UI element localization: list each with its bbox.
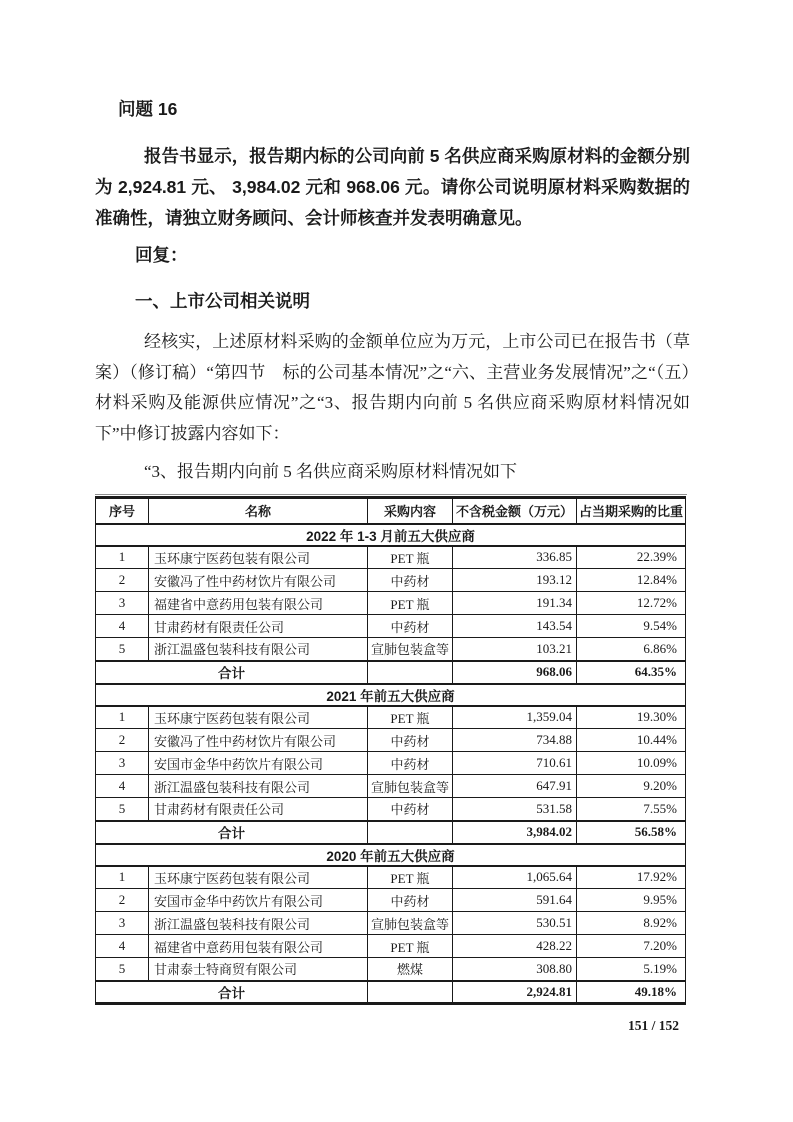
cell-procurement-content: 宣肺包装盒等 (368, 775, 453, 798)
cell-amount: 336.85 (453, 546, 577, 569)
question-title: 问题 16 (118, 99, 178, 119)
supplier-row (96, 912, 686, 935)
cell-no: 2 (96, 569, 149, 592)
header-cell-share: 占当期采购的比重 (577, 498, 686, 524)
cell-share: 19.30% (577, 706, 686, 729)
cell-no: 5 (96, 958, 149, 981)
cell-supplier-name: 玉环康宁医药包装有限公司 (149, 706, 368, 729)
cell-procurement-content: 中药材 (368, 729, 453, 752)
total-amount: 3,984.02 (453, 821, 577, 844)
cell-supplier-name: 玉环康宁医药包装有限公司 (149, 866, 368, 889)
cell-amount: 143.54 (453, 615, 577, 638)
cell-share: 7.55% (577, 798, 686, 821)
cell-amount: 647.91 (453, 775, 577, 798)
table-header-row (96, 498, 686, 524)
total-label: 合计 (96, 981, 368, 1004)
cell-share: 9.95% (577, 889, 686, 912)
supplier-row (96, 889, 686, 912)
header-cell-content: 采购内容 (368, 498, 453, 524)
cell-supplier-name: 浙江温盛包装科技有限公司 (149, 638, 368, 661)
cell-procurement-content: 宣肺包装盒等 (368, 638, 453, 661)
supplier-row (96, 615, 686, 638)
section-heading: 一、上市公司相关说明 (135, 291, 310, 311)
cell-supplier-name: 甘肃泰士特商贸有限公司 (149, 958, 368, 981)
cell-no: 4 (96, 935, 149, 958)
cell-procurement-content: 宣肺包装盒等 (368, 912, 453, 935)
section-title: 2021 年前五大供应商 (96, 684, 686, 706)
total-share: 49.18% (577, 981, 686, 1004)
header-cell-no: 序号 (96, 498, 149, 524)
cell-procurement-content: 中药材 (368, 889, 453, 912)
cell-no: 1 (96, 866, 149, 889)
section-title: 2022 年 1-3 月前五大供应商 (96, 524, 686, 546)
total-content-empty (368, 661, 453, 684)
cell-share: 7.20% (577, 935, 686, 958)
cell-no: 2 (96, 889, 149, 912)
cell-no: 3 (96, 752, 149, 775)
supplier-row (96, 706, 686, 729)
cell-procurement-content: PET 瓶 (368, 546, 453, 569)
cell-procurement-content: PET 瓶 (368, 592, 453, 615)
quoted-table-caption: “3、报告期内向前 5 名供应商采购原材料情况如下 (144, 462, 518, 481)
cell-supplier-name: 安国市金华中药饮片有限公司 (149, 889, 368, 912)
cell-share: 6.86% (577, 638, 686, 661)
total-share: 64.35% (577, 661, 686, 684)
cell-procurement-content: PET 瓶 (368, 935, 453, 958)
cell-share: 9.54% (577, 615, 686, 638)
cell-supplier-name: 浙江温盛包装科技有限公司 (149, 775, 368, 798)
cell-supplier-name: 浙江温盛包装科技有限公司 (149, 912, 368, 935)
cell-amount: 1,065.64 (453, 866, 577, 889)
cell-procurement-content: 中药材 (368, 798, 453, 821)
cell-amount: 591.64 (453, 889, 577, 912)
page-number: 151 / 152 (627, 1018, 679, 1033)
cell-amount: 531.58 (453, 798, 577, 821)
total-row (96, 981, 686, 1004)
cell-amount: 710.61 (453, 752, 577, 775)
explanation-paragraph: 经核实，上述原材料采购的金额单位应为万元，上市公司已在报告书（草案）（修订稿）“第四节 标的公司基本情况”之“六、主营业务发展情况”之“（五）材料采购及能源供应情况”之“3、报告期内向前 5 名供应商采购原材料情况如下”中修订披露内容如下： (95, 332, 690, 443)
cell-procurement-content: PET 瓶 (368, 866, 453, 889)
cell-amount: 193.12 (453, 569, 577, 592)
supplier-row (96, 798, 686, 821)
supplier-row (96, 638, 686, 661)
supplier-row (96, 752, 686, 775)
cell-amount: 428.22 (453, 935, 577, 958)
cell-supplier-name: 安国市金华中药饮片有限公司 (149, 752, 368, 775)
cell-supplier-name: 安徽冯了性中药材饮片有限公司 (149, 729, 368, 752)
cell-supplier-name: 玉环康宁医药包装有限公司 (149, 546, 368, 569)
cell-procurement-content: 燃煤 (368, 958, 453, 981)
cell-amount: 530.51 (453, 912, 577, 935)
total-row (96, 821, 686, 844)
cell-share: 12.72% (577, 592, 686, 615)
suppliers-table-wrap (95, 494, 687, 1005)
cell-amount: 734.88 (453, 729, 577, 752)
section-title-row (96, 684, 686, 706)
supplier-row (96, 958, 686, 981)
cell-share: 10.44% (577, 729, 686, 752)
cell-share: 22.39% (577, 546, 686, 569)
cell-share: 8.92% (577, 912, 686, 935)
supplier-row (96, 935, 686, 958)
cell-share: 5.19% (577, 958, 686, 981)
section-title-row (96, 524, 686, 546)
total-amount: 968.06 (453, 661, 577, 684)
cell-supplier-name: 甘肃药材有限责任公司 (149, 798, 368, 821)
cell-share: 9.20% (577, 775, 686, 798)
cell-supplier-name: 甘肃药材有限责任公司 (149, 615, 368, 638)
cell-procurement-content: PET 瓶 (368, 706, 453, 729)
cell-no: 1 (96, 706, 149, 729)
cell-supplier-name: 福建省中意药用包装有限公司 (149, 935, 368, 958)
cell-share: 12.84% (577, 569, 686, 592)
cell-amount: 1,359.04 (453, 706, 577, 729)
supplier-row (96, 592, 686, 615)
cell-no: 4 (96, 775, 149, 798)
total-content-empty (368, 821, 453, 844)
cell-share: 17.92% (577, 866, 686, 889)
cell-no: 5 (96, 798, 149, 821)
cell-supplier-name: 福建省中意药用包装有限公司 (149, 592, 368, 615)
total-share: 56.58% (577, 821, 686, 844)
cell-amount: 308.80 (453, 958, 577, 981)
cell-no: 3 (96, 592, 149, 615)
total-label: 合计 (96, 821, 368, 844)
cell-share: 10.09% (577, 752, 686, 775)
reply-label: 回复： (135, 245, 188, 265)
total-content-empty (368, 981, 453, 1004)
total-amount: 2,924.81 (453, 981, 577, 1004)
total-row (96, 661, 686, 684)
total-label: 合计 (96, 661, 368, 684)
cell-supplier-name: 安徽冯了性中药材饮片有限公司 (149, 569, 368, 592)
supplier-row (96, 546, 686, 569)
cell-amount: 103.21 (453, 638, 577, 661)
header-cell-name: 名称 (149, 498, 368, 524)
suppliers-table (95, 496, 686, 1005)
header-cell-amount: 不含税金额（万元） (453, 498, 577, 524)
cell-procurement-content: 中药材 (368, 752, 453, 775)
cell-amount: 191.34 (453, 592, 577, 615)
section-title: 2020 年前五大供应商 (96, 844, 686, 866)
supplier-row (96, 866, 686, 889)
cell-no: 5 (96, 638, 149, 661)
cell-no: 1 (96, 546, 149, 569)
cell-no: 4 (96, 615, 149, 638)
supplier-row (96, 569, 686, 592)
cell-no: 3 (96, 912, 149, 935)
cell-procurement-content: 中药材 (368, 615, 453, 638)
cell-procurement-content: 中药材 (368, 569, 453, 592)
section-title-row (96, 844, 686, 866)
question-paragraph: 报告书显示，报告期内标的公司向前 5 名供应商采购原材料的金额分别为 2,924.81 元、 3,984.02 元和 968.06 元。请你公司说明原材料采购数据的准确性，请独立财务顾问、会计师核查并发表明确意见。 (95, 146, 690, 228)
supplier-row (96, 775, 686, 798)
supplier-row (96, 729, 686, 752)
cell-no: 2 (96, 729, 149, 752)
